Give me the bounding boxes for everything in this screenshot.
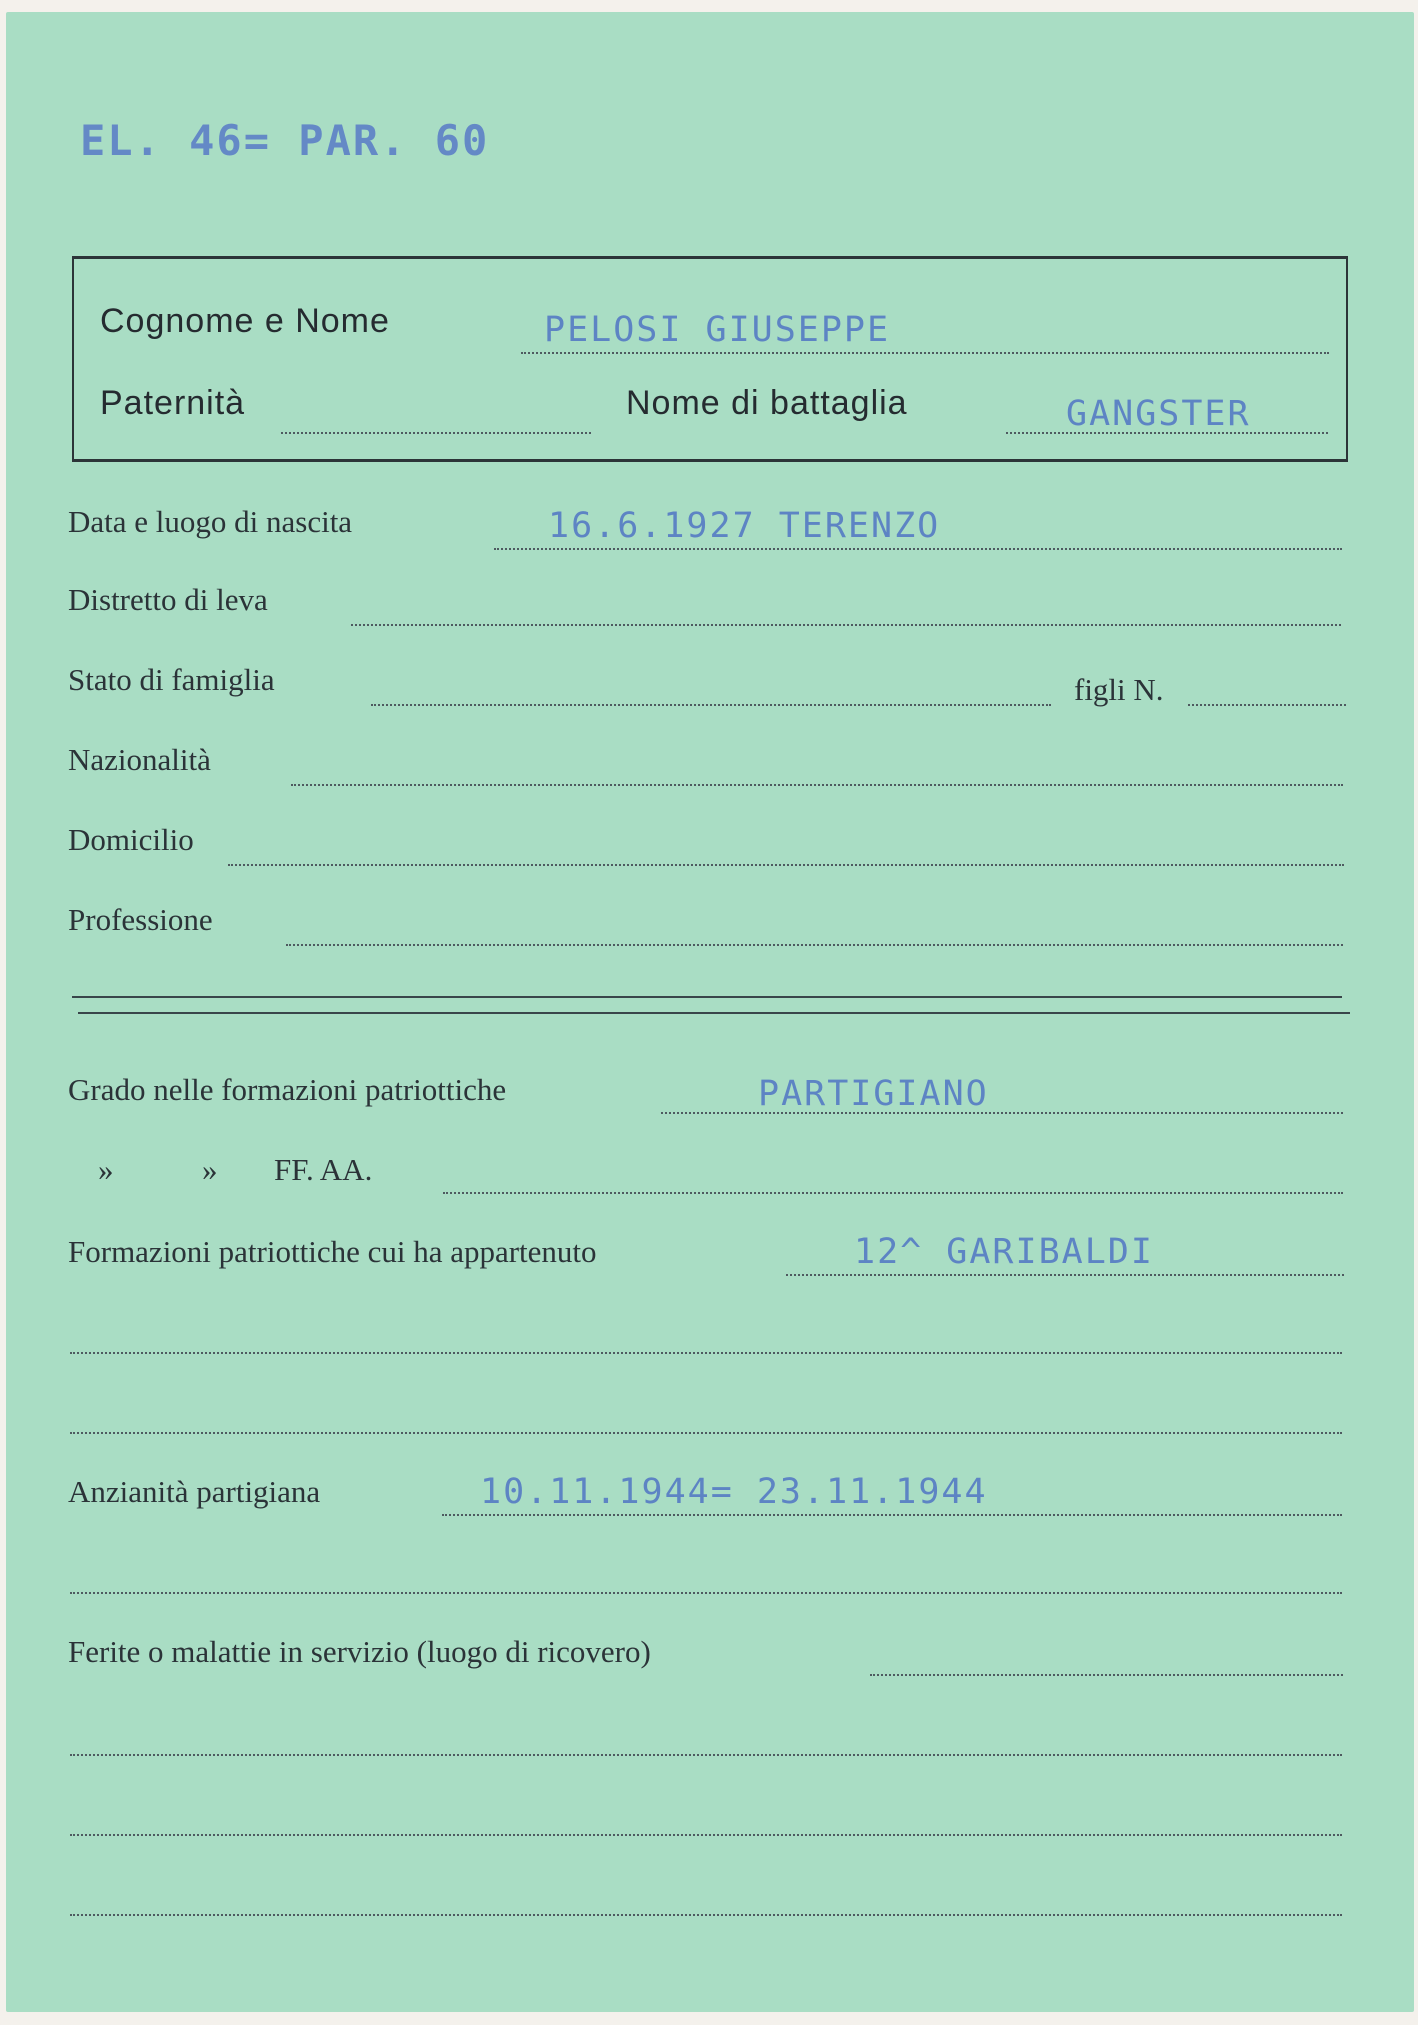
name-value: PELOSI GIUSEPPE bbox=[544, 310, 891, 350]
seniority-extra-line bbox=[70, 1592, 1342, 1594]
wounds-extra-line-2 bbox=[70, 1834, 1342, 1836]
family-line bbox=[371, 704, 1051, 706]
birth-value: 16.6.1927 TERENZO bbox=[548, 506, 941, 546]
formations-value: 12^ GARIBALDI bbox=[854, 1232, 1154, 1272]
battle-name-value: GANGSTER bbox=[1066, 394, 1251, 434]
name-label: Cognome e Nome bbox=[100, 302, 390, 340]
children-line bbox=[1188, 704, 1346, 706]
paternity-label: Paternità bbox=[100, 384, 246, 422]
paternity-line bbox=[281, 432, 591, 434]
family-label: Stato di famiglia bbox=[68, 662, 275, 697]
rank-label: Grado nelle formazioni patriottiche bbox=[68, 1072, 507, 1107]
birth-line bbox=[494, 548, 1342, 550]
formations-label: Formazioni patriottiche cui ha appartenuto bbox=[68, 1234, 597, 1269]
ffaa-line bbox=[443, 1192, 1343, 1194]
ffaa-label: FF. AA. bbox=[274, 1152, 373, 1187]
profession-label: Professione bbox=[68, 902, 213, 937]
seniority-line bbox=[442, 1514, 1342, 1516]
separator-line-bottom bbox=[78, 1012, 1350, 1014]
wounds-extra-line-3 bbox=[70, 1914, 1342, 1916]
formations-line bbox=[786, 1274, 1344, 1276]
nationality-label: Nazionalità bbox=[68, 742, 211, 777]
rank-value: PARTIGIANO bbox=[758, 1074, 989, 1114]
children-label: figli N. bbox=[1074, 672, 1164, 707]
ffaa-quote-2: » bbox=[202, 1152, 218, 1187]
profession-line bbox=[286, 944, 1343, 946]
nationality-line bbox=[291, 784, 1343, 786]
district-label: Distretto di leva bbox=[68, 582, 268, 617]
seniority-label: Anzianità partigiana bbox=[68, 1474, 321, 1509]
battle-name-label: Nome di battaglia bbox=[626, 384, 908, 422]
birth-label: Data e luogo di nascita bbox=[68, 504, 353, 539]
seniority-value: 10.11.1944= 23.11.1944 bbox=[480, 1472, 988, 1512]
district-line bbox=[351, 624, 1341, 626]
formations-extra-line-2 bbox=[70, 1432, 1342, 1434]
formations-extra-line-1 bbox=[70, 1352, 1342, 1354]
ffaa-quote-1: » bbox=[98, 1152, 114, 1187]
partisan-record-card bbox=[6, 12, 1414, 2012]
domicile-label: Domicilio bbox=[68, 822, 194, 857]
wounds-label: Ferite o malattie in servizio (luogo di ricovero) bbox=[68, 1634, 651, 1669]
domicile-line bbox=[228, 864, 1344, 866]
wounds-extra-line-1 bbox=[70, 1754, 1342, 1756]
wounds-line bbox=[870, 1674, 1343, 1676]
separator-line-top bbox=[72, 996, 1342, 998]
reference-number: EL. 46= PAR. 60 bbox=[80, 116, 490, 165]
name-line bbox=[521, 352, 1329, 354]
